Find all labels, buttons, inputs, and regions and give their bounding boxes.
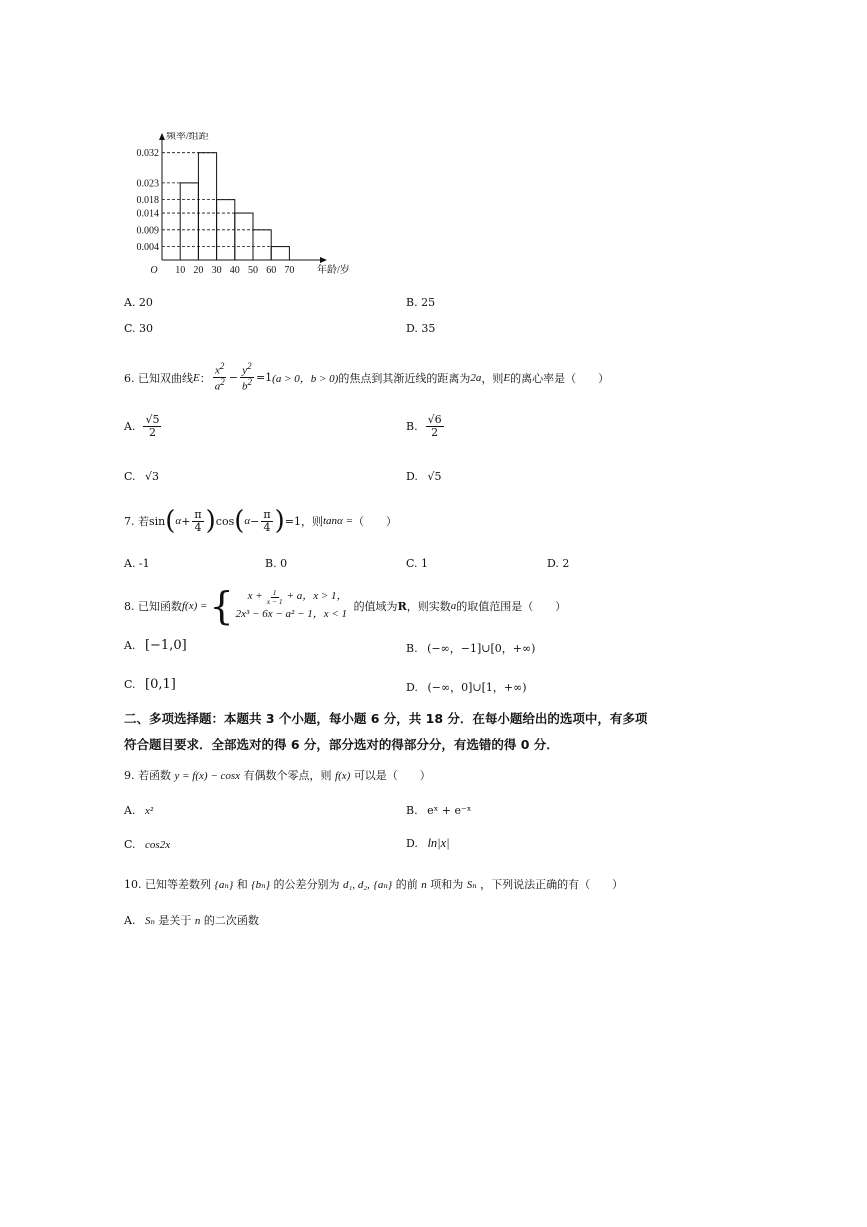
histogram-bar (180, 183, 198, 260)
question-9 (124, 767, 431, 783)
q10-an: {aₙ} (214, 879, 234, 891)
q10-option-a-letter: A. (124, 914, 136, 927)
q9-option-c-value: cos2x (145, 839, 171, 851)
q7-tan: tanα = (323, 515, 354, 527)
q8-tail2: ，则实数 (406, 600, 451, 613)
q9-fx: f(x) (335, 770, 351, 782)
question-10 (124, 876, 623, 892)
q7-pi-1: π (194, 507, 202, 521)
x-tick-label: 40 (229, 265, 240, 276)
q10-t3: 项和为 (430, 878, 464, 891)
q10-t2: 的前 (395, 878, 418, 891)
y-tick-label: 0.009 (136, 225, 159, 237)
q6-2a: 2a (470, 371, 482, 384)
q10-option-a-sn: Sₙ (144, 915, 155, 927)
x-axis-arrow (320, 257, 327, 263)
q5-option-d[interactable] (406, 322, 435, 335)
q6-option-b[interactable] (406, 414, 446, 438)
q6-cond: (a > 0，b > 0) (272, 372, 339, 385)
q10-n: n (421, 879, 427, 891)
x-tick-label: 60 (266, 265, 277, 276)
y-tick-label: 0.032 (136, 148, 159, 160)
q8-option-b-letter: B. (406, 642, 418, 655)
q9-option-a-value: x² (144, 805, 154, 817)
q8-lead: 8. 已知函数 (124, 600, 182, 613)
q6-option-a[interactable] (124, 414, 163, 438)
origin-label: O (150, 265, 158, 276)
q6-e2: E (503, 371, 511, 384)
q7-option-d-label: D. 2 (547, 557, 570, 570)
x-tick-label: 30 (211, 265, 222, 276)
q9-option-d-value: ln|x| (427, 836, 450, 850)
q5-option-a-label: A. 20 (124, 296, 153, 309)
q6-option-a-den: 2 (148, 425, 156, 439)
q7-lead: 7. 若 (124, 515, 149, 528)
q5-option-c-label: C. 30 (124, 322, 154, 335)
q7-four-2: 4 (263, 520, 271, 534)
q7-plus: + (181, 514, 191, 528)
q10-option-a-n: n (194, 915, 201, 927)
x-axis-title: 年龄/岁 (317, 265, 350, 276)
q6-option-b-letter: B. (406, 419, 418, 433)
q7-cos: cos (215, 514, 235, 528)
q8-a: a (450, 600, 457, 612)
q6-frac-y: $\frac{y^2}{b^2}$ (241, 361, 252, 393)
section-2-line-1: 二、多项选择题：本题共 3 个小题，每小题 6 分，共 18 分．在每小题给出的选项中，有多项 (124, 711, 648, 726)
histogram-chart (120, 132, 350, 282)
q8-option-d-letter: D. (406, 681, 418, 694)
section-2-line-2: 符合题目要求．全部选对的得 6 分，部分选对的得部分分，有选错的得 0 分． (124, 737, 559, 752)
q6-colon: ： (199, 371, 211, 385)
q6-a: a (214, 380, 221, 393)
q8-piecewise (236, 588, 348, 623)
q8-case1-fden: x − 1 (266, 596, 283, 606)
q8-option-b-value: (−∞，−1]∪[0，+∞) (427, 642, 536, 655)
q6-option-c-letter: C. (124, 470, 136, 483)
q9-option-a[interactable] (124, 804, 153, 817)
histogram-bar (235, 213, 253, 260)
q8-option-c-letter: C. (124, 678, 136, 691)
q10-an2: {aₙ} (373, 879, 393, 891)
q8-tail: 的值域为 (353, 600, 398, 613)
q6-eq: =1 (255, 371, 273, 385)
q8-fx: f(x) = (182, 600, 208, 612)
q9-lead: 9. 若函数 (124, 769, 171, 782)
q8-option-b[interactable] (406, 640, 535, 656)
q9-option-b[interactable] (406, 804, 471, 817)
q9-option-d-letter: D. (406, 837, 418, 850)
x-tick-label: 20 (193, 265, 204, 276)
q6-option-d-value: √5 (427, 470, 442, 483)
q7-four-1: 4 (194, 520, 202, 534)
y-tick-label: 0.014 (136, 208, 159, 220)
y-tick-label: 0.018 (136, 195, 159, 207)
q8-option-d[interactable] (406, 679, 527, 695)
histogram-bar (198, 153, 216, 260)
q8-r: R (397, 599, 407, 613)
q6-option-b-den: 2 (431, 425, 439, 439)
q7-option-a-label: A. -1 (124, 557, 150, 570)
q7-pi-2: π (263, 507, 271, 521)
q7-option-b-label: B. 0 (265, 557, 288, 570)
histogram-bar (253, 230, 271, 260)
q7-option-c-label: C. 1 (406, 557, 429, 570)
chart-labels (137, 132, 350, 276)
x-tick-label: 50 (248, 265, 258, 276)
q9-option-d[interactable] (406, 836, 450, 851)
q6-option-d[interactable] (406, 470, 441, 483)
q10-lead: 10. 已知等差数列 (124, 878, 211, 891)
q10-sn: Sₙ (466, 879, 477, 891)
q7-alpha-1: α (175, 515, 182, 527)
q6-option-d-letter: D. (406, 470, 418, 483)
q9-option-a-letter: A. (124, 804, 136, 817)
q10-t4: ，下列说法正确的有（ ） (480, 878, 624, 891)
q8-case1-tail: + a，x > 1， (286, 590, 348, 603)
y-axis-title: 频率/组距 (166, 132, 209, 142)
q9-option-b-letter: B. (406, 804, 418, 817)
question-6: 6. 已知双曲线 E ： $\frac{x^2}{a^2}$ − $\frac{y^2}{b^2}$ =1 (a > 0，b > 0) 的焦点到其渐近线的距离为 2a ，则 E 的离心率是（ ） (124, 361, 610, 393)
q8-case1: x + (247, 590, 263, 603)
q6-tail: 的焦点到其渐近线的距离为 (338, 371, 471, 385)
q10-bn: {bₙ} (251, 879, 271, 891)
q7-tail: ，则 (301, 515, 323, 528)
y-tick-label: 0.004 (136, 242, 159, 254)
q8-option-c-value: [0,1] (145, 677, 176, 692)
q10-t1: 的公差分别为 (273, 878, 340, 891)
y-tick-label: 0.023 (136, 178, 159, 190)
q9-option-c-letter: C. (124, 838, 136, 851)
question-7: 7. 若 sin ( α + $\frac{\pi}{4}$ ) cos ( α − $\frac{\pi}{4}$ ) =1 ，则 tanα = （ ） (124, 506, 398, 536)
q8-tail3: 的取值范围是（ ） (456, 600, 567, 613)
q8-option-a-value: [−1,0] (144, 638, 187, 653)
chart-bars (162, 153, 289, 260)
q7-minus: − (250, 514, 260, 528)
q8-option-c[interactable] (124, 677, 176, 692)
q6-frac-x: $\frac{x^2}{a^2}$ (214, 361, 225, 393)
q8-option-d-value: (−∞，0]∪[1，+∞) (427, 681, 527, 694)
q6-tail2: ，则 (481, 371, 504, 385)
q7-blank: （ ） (353, 515, 398, 528)
q9-tail2: 可以是（ ） (353, 769, 431, 782)
q6-number: 6. 已知双曲线 (124, 371, 193, 385)
question-8: 8. 已知函数 f(x) = { x + $\frac{1}{x - 1}$ + a，x > 1， 2x³ − 6x − a² − 1，x < 1 的值域为 R ，则实数 a 的取值范围是（ ） (124, 584, 567, 628)
x-tick-label: 70 (284, 265, 295, 276)
q6-tail3: 的离心率是（ ） (510, 371, 610, 385)
q10-option-a[interactable] (124, 912, 259, 928)
q8-case1-fnum: 1 (272, 587, 277, 597)
q6-option-a-letter: A. (124, 419, 136, 433)
q5-option-b[interactable] (406, 296, 435, 309)
q10-option-a-t: 是关于 (158, 914, 192, 927)
q5-option-c[interactable] (124, 322, 153, 335)
q7-alpha-2: α (244, 515, 251, 527)
q7-option-a[interactable] (124, 557, 150, 570)
q9-expr: y = f(x) − cosx (174, 770, 241, 782)
q5-option-d-label: D. 35 (406, 322, 436, 335)
q6-b: b (241, 380, 248, 393)
y-axis-arrow (159, 133, 165, 140)
q6-x: x (215, 364, 220, 377)
q6-e: E (193, 371, 200, 384)
q7-option-c[interactable] (406, 557, 428, 570)
q6-option-c-value: √3 (145, 470, 160, 483)
x-tick-label: 10 (175, 265, 186, 276)
q9-option-c[interactable] (124, 838, 170, 851)
q7-option-d[interactable] (547, 557, 569, 570)
q8-option-a[interactable] (124, 638, 187, 653)
q10-and: 和 (236, 878, 248, 891)
q10-option-a-t2: 的二次函数 (203, 914, 259, 927)
q8-case2: 2x³ − 6x − a² − 1，x < 1 (235, 608, 348, 620)
q6-option-b-num: √6 (427, 413, 442, 426)
q8-option-a-letter: A. (124, 639, 136, 652)
q7-option-b[interactable] (265, 557, 287, 570)
q9-option-b-value: eˣ + e⁻ˣ (427, 804, 472, 817)
q7-sin: sin (149, 514, 166, 528)
q5-option-a[interactable] (124, 296, 153, 309)
q7-eq: =1 (284, 514, 301, 528)
q10-d: d₁, d₂, (343, 879, 370, 891)
q9-tail: 有偶数个零点，则 (243, 769, 332, 782)
q6-y: y (242, 364, 248, 377)
q6-option-c[interactable] (124, 470, 159, 483)
histogram-bar (271, 247, 289, 260)
q5-option-b-label: B. 25 (406, 296, 436, 309)
q6-option-a-num: √5 (145, 413, 160, 426)
